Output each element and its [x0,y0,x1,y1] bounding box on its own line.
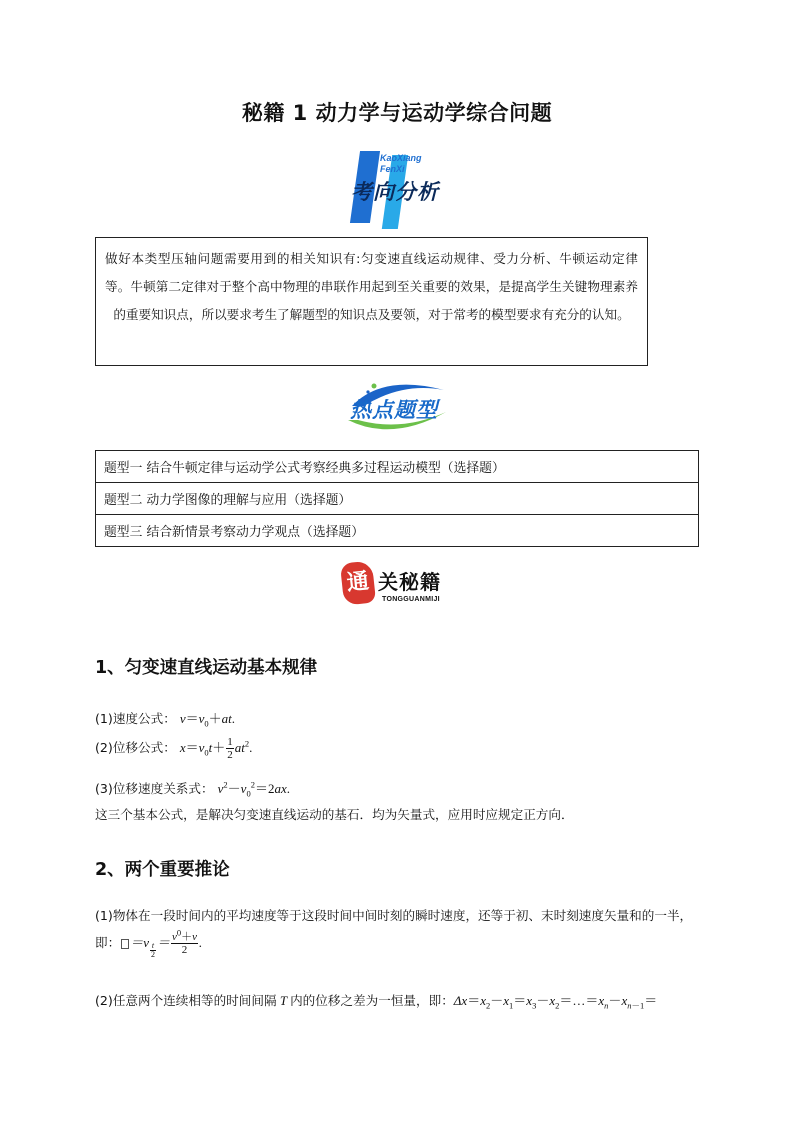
page-title: 秘籍 1 动力学与运动学综合问题 [241,101,553,125]
inference-2: (2)任意两个连续相等的时间间隔 T 内的位移之差为一恒量，即：$\Delta x=x_2-x_1=x_3-x_2=\dots=x_n-x_{n-1}=$ [95,993,658,1011]
average-velocity-symbol [121,939,129,949]
question-type-1: 题型一 结合牛顿定律与运动学公式考察经典多过程运动模型（选择题） [96,451,699,483]
table-row [96,483,699,515]
section-heading-1: 1、匀变速直线运动基本规律 [95,658,318,678]
question-type-2: 题型二 动力学图像的理解与应用（选择题） [96,483,699,515]
intro-box: 做好本类型压轴问题需要用到的相关知识有:匀变速直线运动规律、受力分析、牛顿运动定律等。牛顿第二定律对于整个高中物理的串联作用起到至关重要的效果，是提高学生关键物理素养的重要知识点，所以要求考生了解题型的知识点及要领，对于常考的模型要求有充分的认知。 [95,237,648,366]
table-row [96,515,699,547]
table-row [96,451,699,483]
formula-velocity: (1)速度公式： $v=v_0+at$. [95,711,236,729]
badge-pinyin: TONGGUANMIJI [382,596,440,603]
section1-summary: 这三个基本公式，是解决匀变速直线运动的基石．均为矢量式，应用时应规定正方向． [95,807,574,822]
question-types-table [95,450,699,547]
badge-pinyin: KaoXiang FenXi [380,153,422,174]
hot-topics-badge [342,376,454,440]
secret-badge [340,560,460,614]
seal-icon: 通 [340,560,376,605]
badge-label: 关秘籍 [378,570,441,594]
inference-1: (1)物体在一段时间内的平均速度等于这段时间中间时刻的瞬时速度，还等于初、末时刻速度矢量和的一半，即： ＝v $\frac{t}{2}$ ＝ $\frac{v^0+v}{2}$ . [95,908,693,959]
badge-label: 考向分析 [351,180,439,204]
analysis-badge [347,147,457,233]
formula-displacement: (2)位移公式： $x=v_0t+$ $\frac{1}{2}$ $at^2$. [95,736,253,761]
formula-velocity-displacement: (3)位移速度关系式： $v^2-v_0^2=2ax$. [95,779,290,799]
section-heading-2: 2、两个重要推论 [95,860,230,880]
badge-label: 热点题型 [350,398,438,422]
question-type-3: 题型三 结合新情景考察动力学观点（选择题） [96,515,699,547]
